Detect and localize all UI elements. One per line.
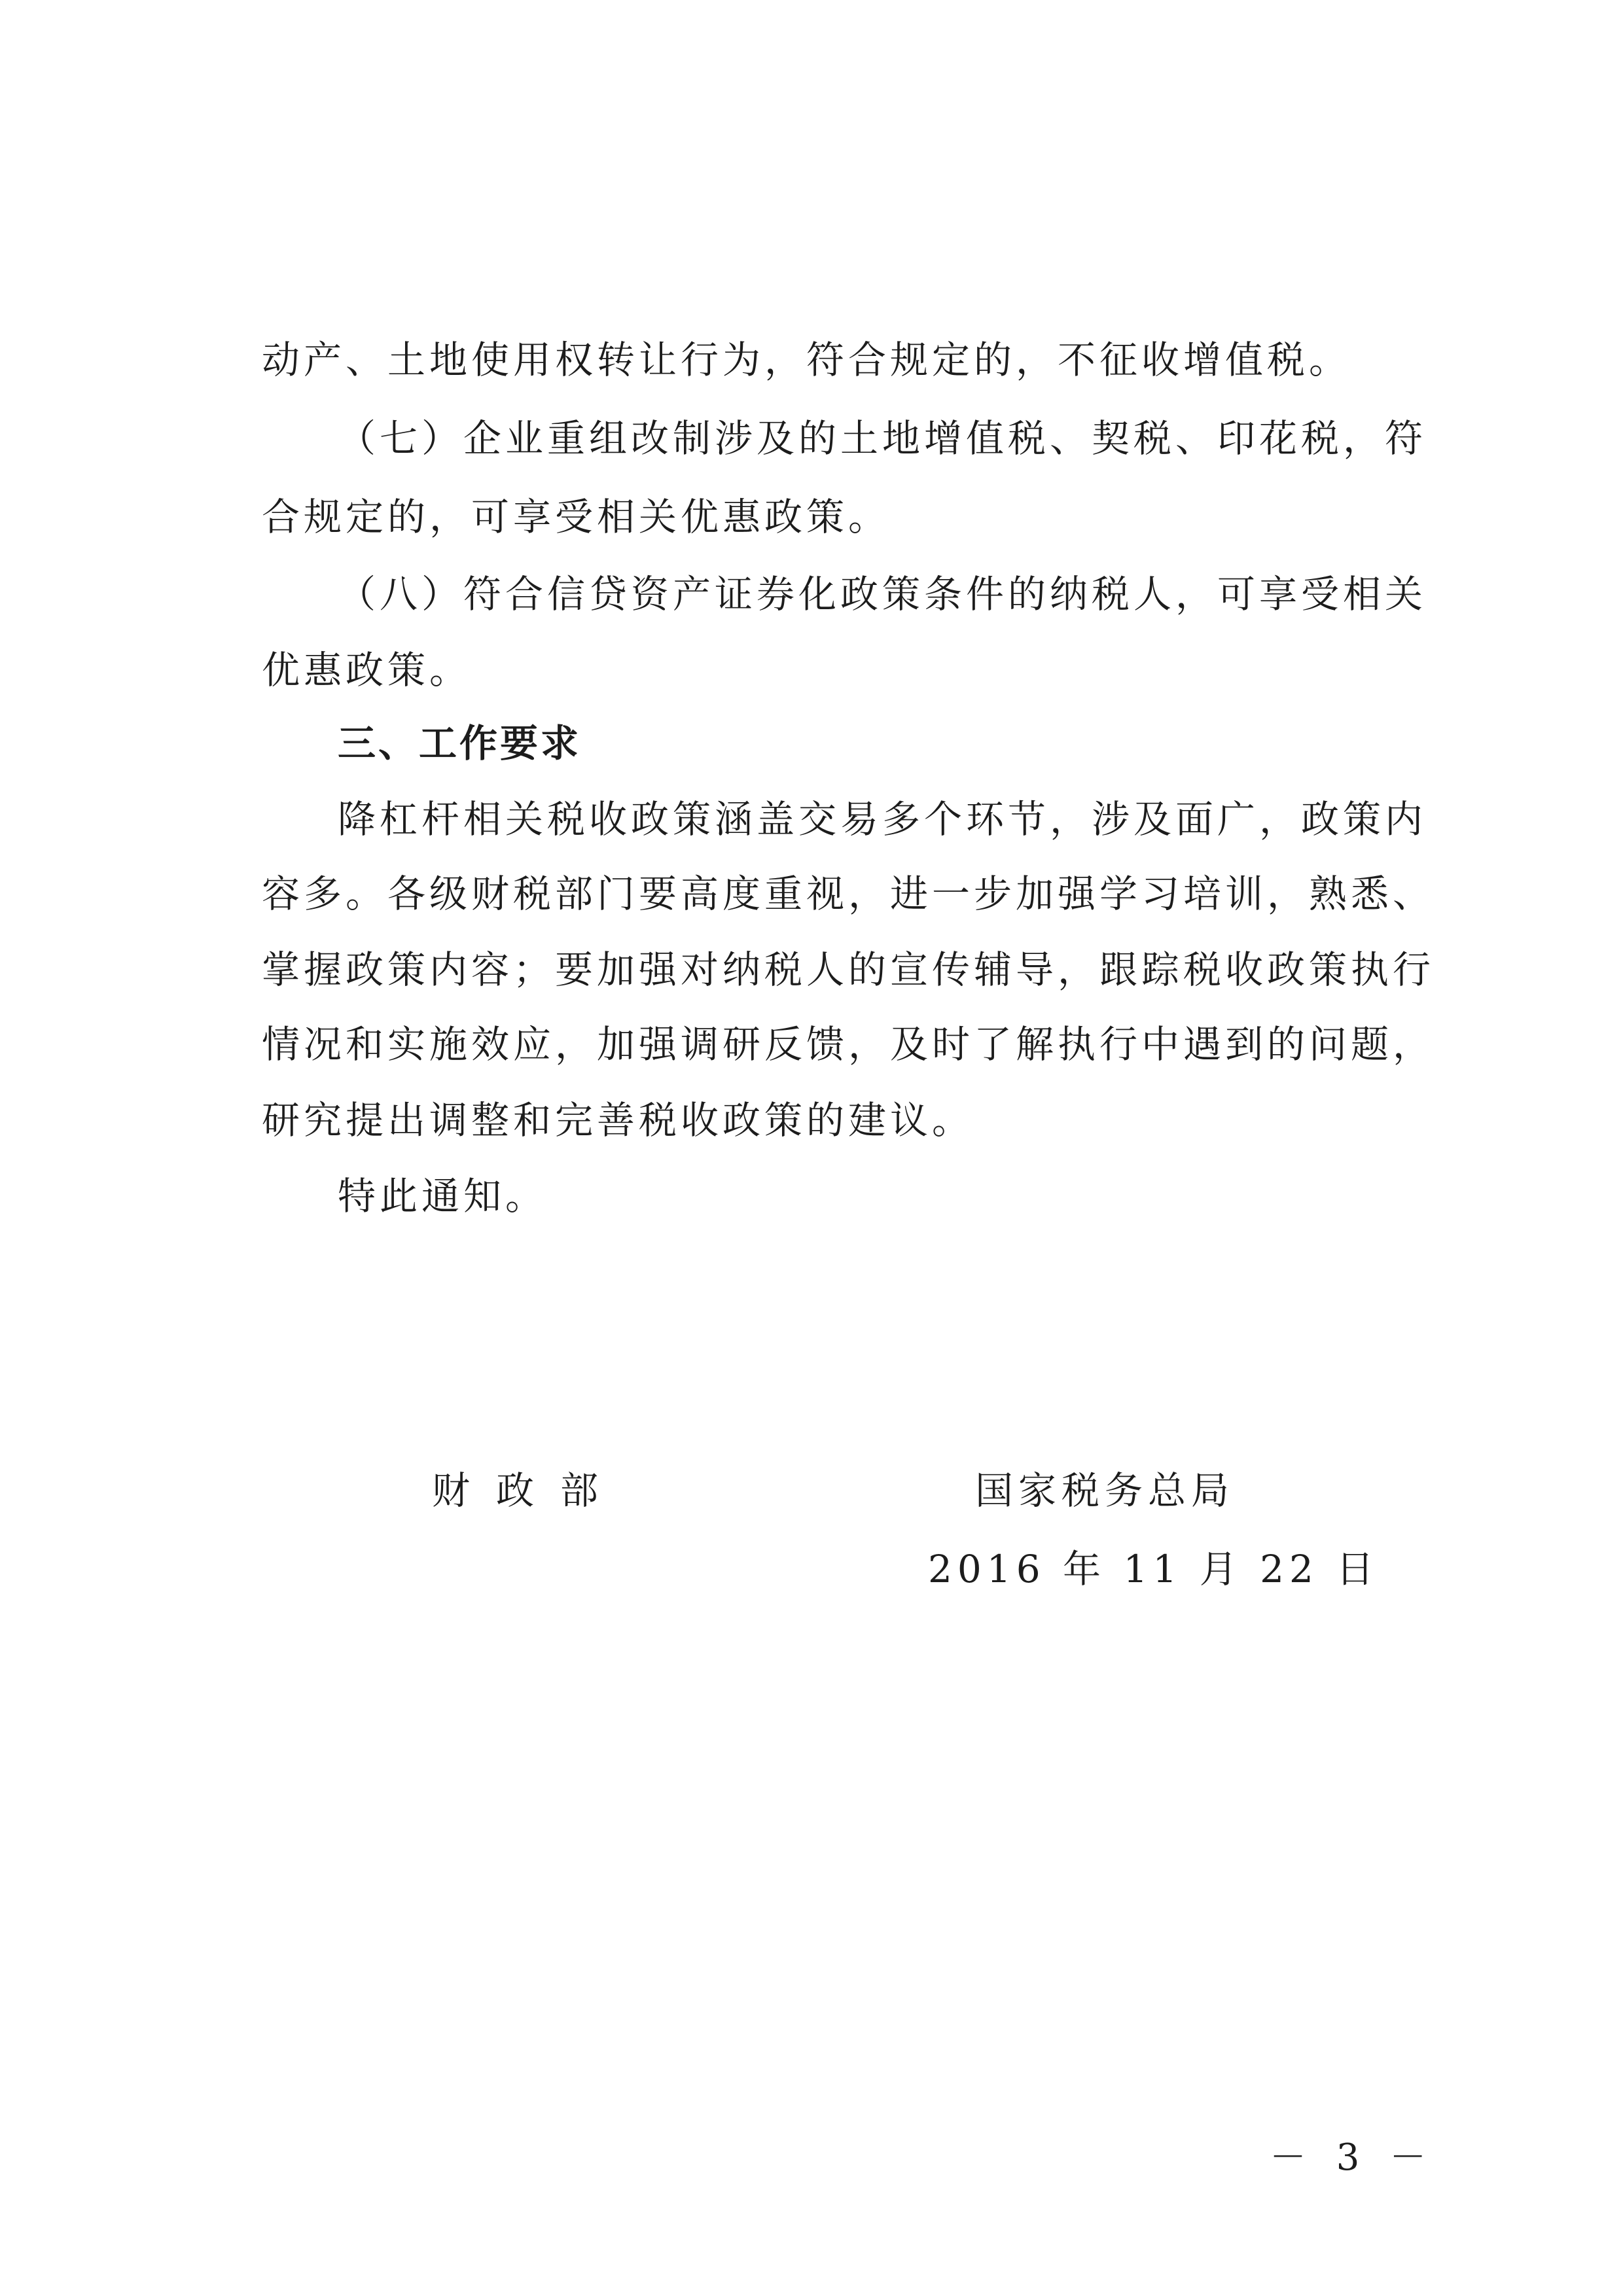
paragraph-line: 容多。各级财税部门要高度重视，进一步加强学习培训，熟悉、 (262, 872, 1435, 916)
paragraph-line: 情况和实施效应，加强调研反馈，及时了解执行中遇到的问题， (262, 1022, 1435, 1067)
closing-line: 特此通知。 (338, 1174, 548, 1218)
paragraph-line: （七）企业重组改制涉及的土地增值税、契税、印花税，符 (338, 416, 1427, 461)
signature-ministry-of-finance: 财政部 (432, 1468, 625, 1513)
signature-date: 2016 年 11 月 22 日 (928, 1547, 1380, 1591)
paragraph-line: 降杠杆相关税收政策涵盖交易多个环节，涉及面广，政策内 (338, 797, 1427, 841)
paragraph-line: （八）符合信贷资产证券化政策条件的纳税人，可享受相关 (338, 572, 1427, 616)
signature-state-taxation-administration: 国家税务总局 (975, 1468, 1235, 1513)
paragraph-line: 合规定的，可享受相关优惠政策。 (262, 495, 891, 539)
paragraph-line: 研究提出调整和完善税收政策的建议。 (262, 1098, 974, 1142)
paragraph-line: 动产、土地使用权转让行为，符合规定的，不征收增值税。 (262, 338, 1351, 382)
page-number: － 3 － (1270, 2136, 1436, 2179)
section-heading: 三、工作要求 (338, 721, 582, 766)
paragraph-line: 优惠政策。 (262, 648, 472, 692)
paragraph-line: 掌握政策内容；要加强对纳税人的宣传辅导，跟踪税收政策执行 (262, 947, 1435, 992)
